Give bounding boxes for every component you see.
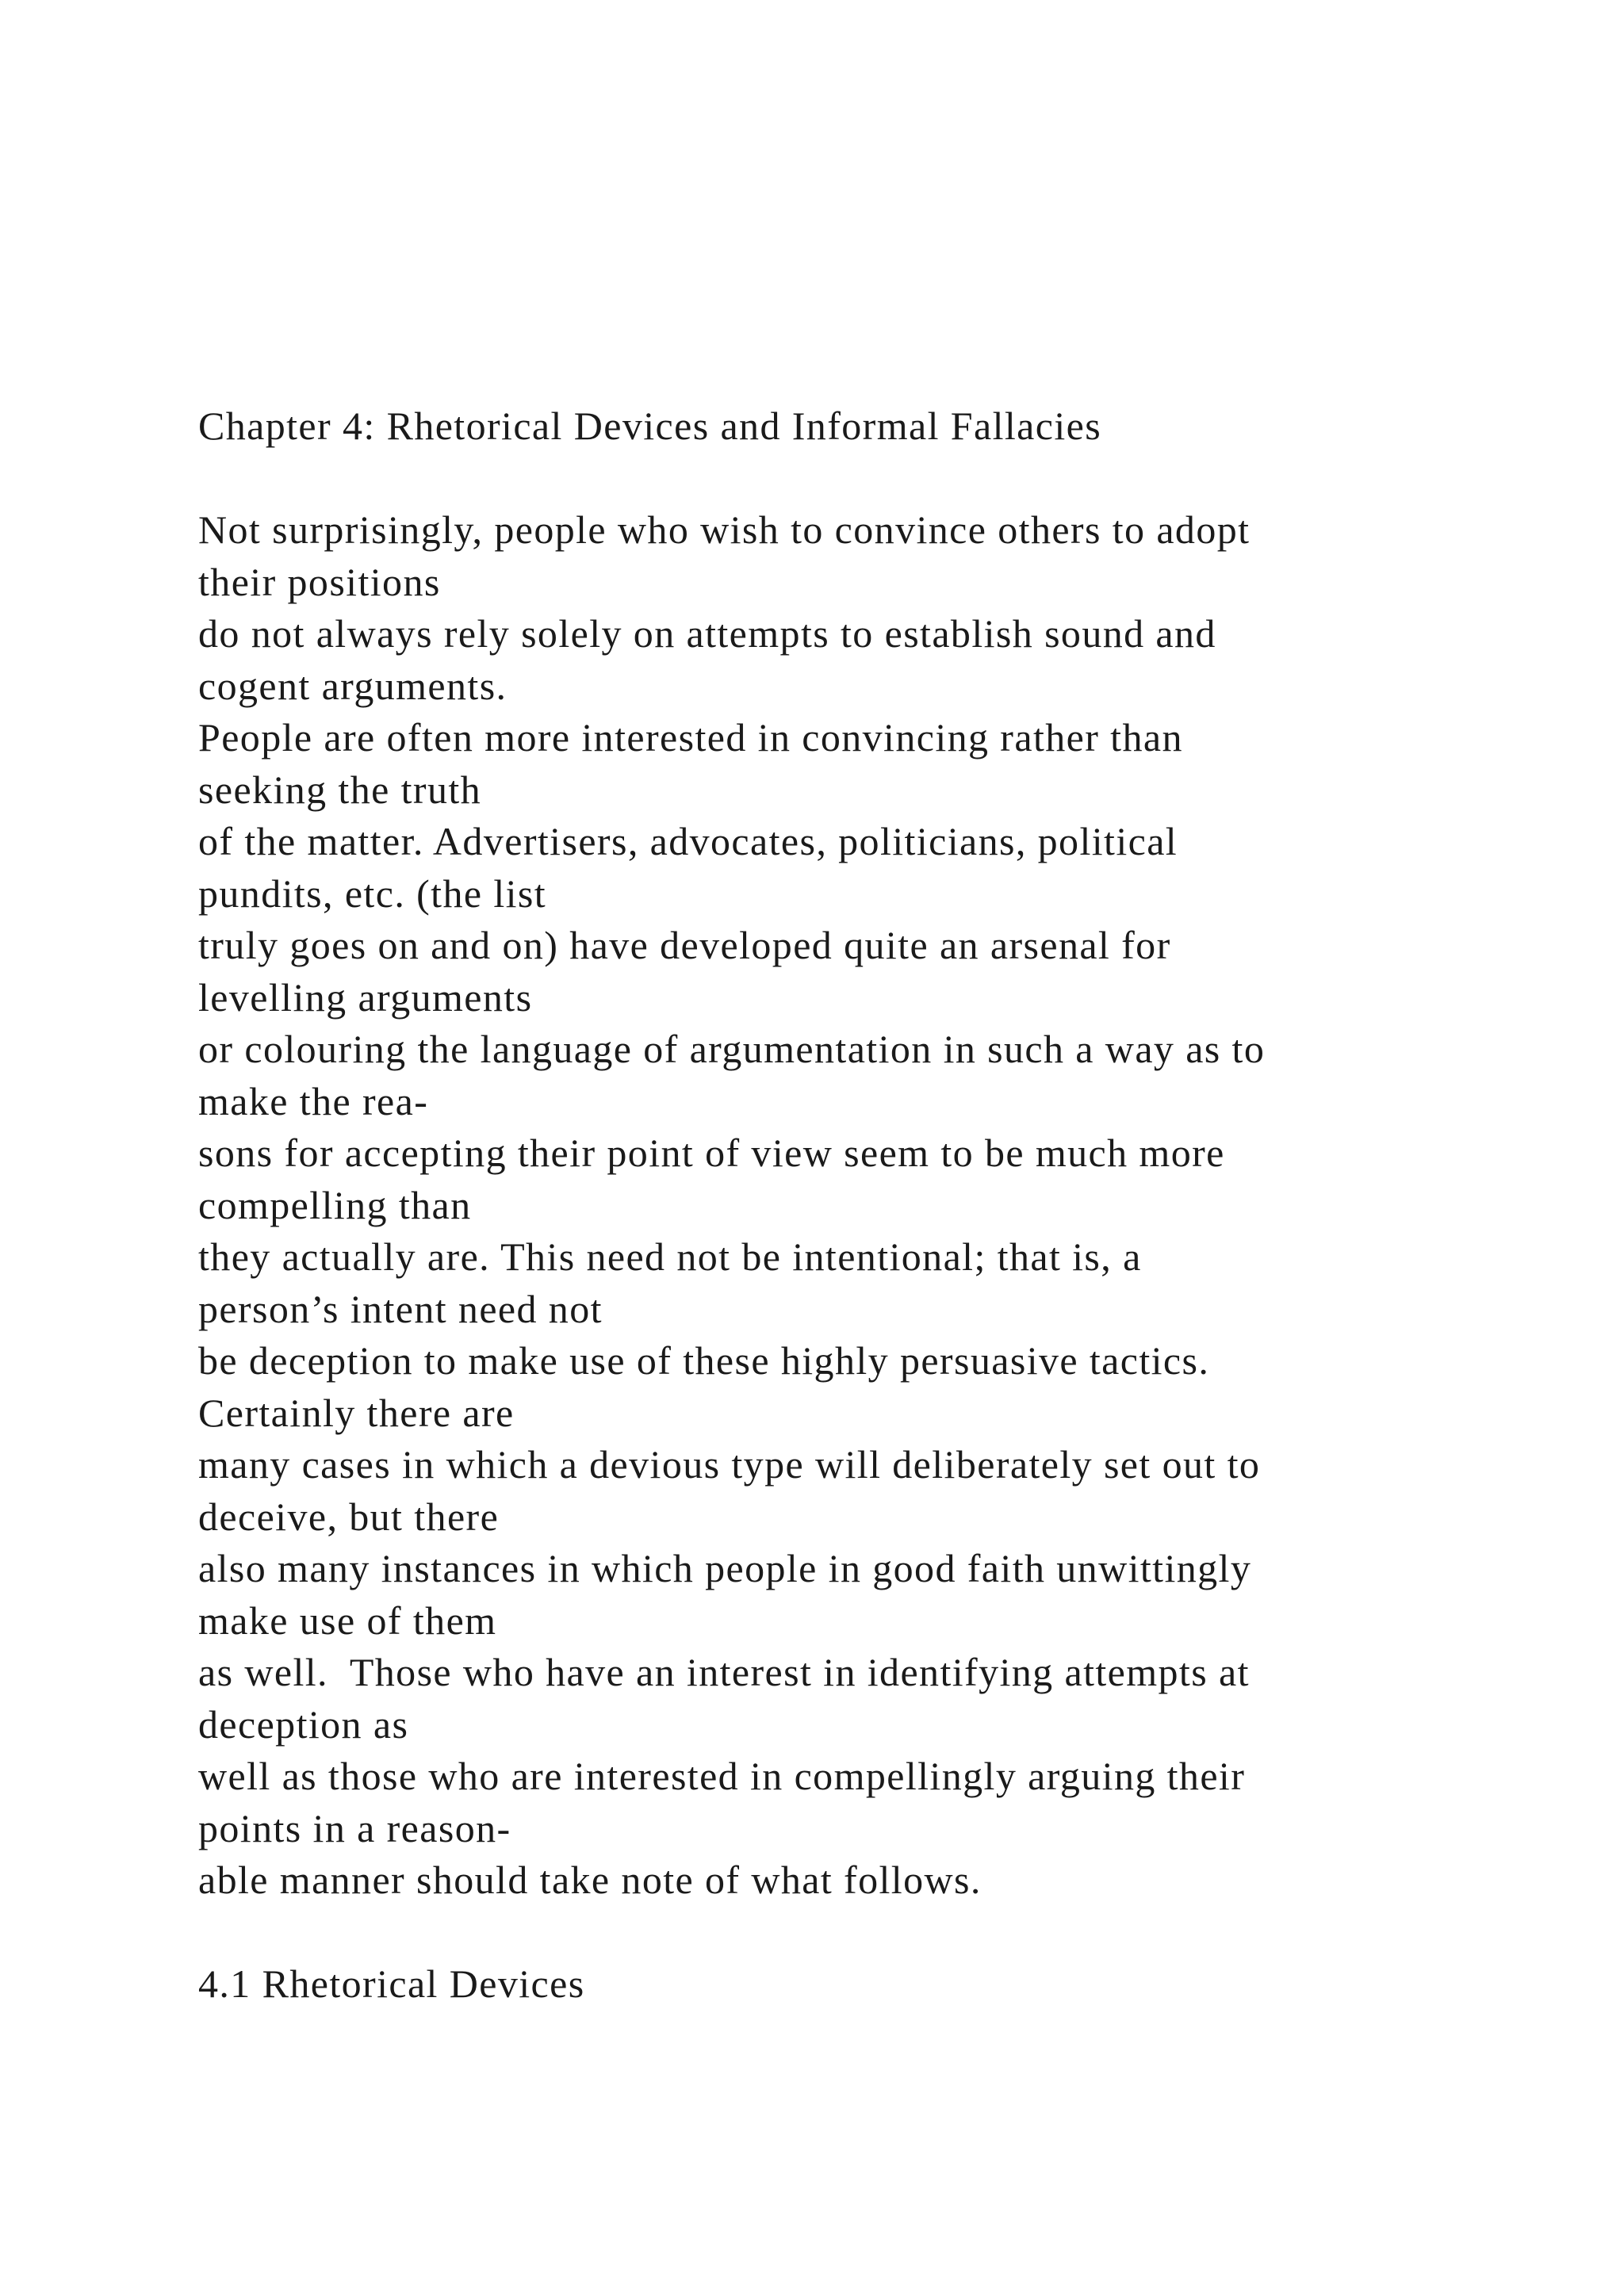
paragraph-line: deceive, but there	[198, 1494, 500, 1539]
paragraph-line: make the rea-	[198, 1078, 429, 1123]
paragraph-line: they actually are. This need not be intentional; that is, a	[198, 1234, 1142, 1279]
paragraph-line: as well. Those who have an interest in identifying attempts at	[198, 1650, 1250, 1694]
paragraph-line: People are often more interested in convincing rather than	[198, 715, 1183, 760]
paragraph-line: seeking the truth	[198, 767, 482, 812]
paragraph-line: of the matter. Advertisers, advocates, politicians, political	[198, 819, 1178, 863]
paragraph-line: truly goes on and on) have developed quite an arsenal for	[198, 923, 1171, 967]
paragraph-line: be deception to make use of these highly persuasive tactics.	[198, 1338, 1210, 1383]
paragraph-line: able manner should take note of what follows.	[198, 1858, 982, 1902]
paragraph-line: person’s intent need not	[198, 1286, 603, 1331]
paragraph-line: or colouring the language of argumentation in such a way as to	[198, 1027, 1266, 1071]
paragraph-line: Not surprisingly, people who wish to convince others to adopt	[198, 507, 1251, 552]
paragraph-line: Certainly there are	[198, 1390, 515, 1435]
blank-line	[198, 1907, 1546, 1959]
paragraph-line: do not always rely solely on attempts to establish sound and	[198, 611, 1216, 656]
section-heading: 4.1 Rhetorical Devices	[198, 1961, 585, 2006]
paragraph-line: pundits, etc. (the list	[198, 871, 547, 916]
document-body	[198, 400, 1546, 2011]
paragraph-line: levelling arguments	[198, 974, 533, 1020]
paragraph-line: compelling than	[198, 1182, 472, 1227]
paragraph-line: their positions	[198, 559, 441, 604]
chapter-title: Chapter 4: Rhetorical Devices and Informal Fallacies	[198, 404, 1102, 448]
intro-paragraph	[198, 504, 1546, 1907]
paragraph-line: cogent arguments.	[198, 663, 508, 708]
paragraph-line: deception as	[198, 1701, 409, 1747]
paragraph-line: also many instances in which people in good faith unwittingly	[198, 1546, 1252, 1590]
blank-line	[198, 453, 1546, 505]
paragraph-line: points in a reason-	[198, 1805, 511, 1850]
paragraph-line: sons for accepting their point of view seem to be much more	[198, 1131, 1225, 1175]
paragraph-line: many cases in which a devious type will deliberately set out to	[198, 1442, 1261, 1487]
paragraph-line: make use of them	[198, 1598, 497, 1643]
paragraph-line: well as those who are interested in compellingly arguing their	[198, 1754, 1246, 1798]
